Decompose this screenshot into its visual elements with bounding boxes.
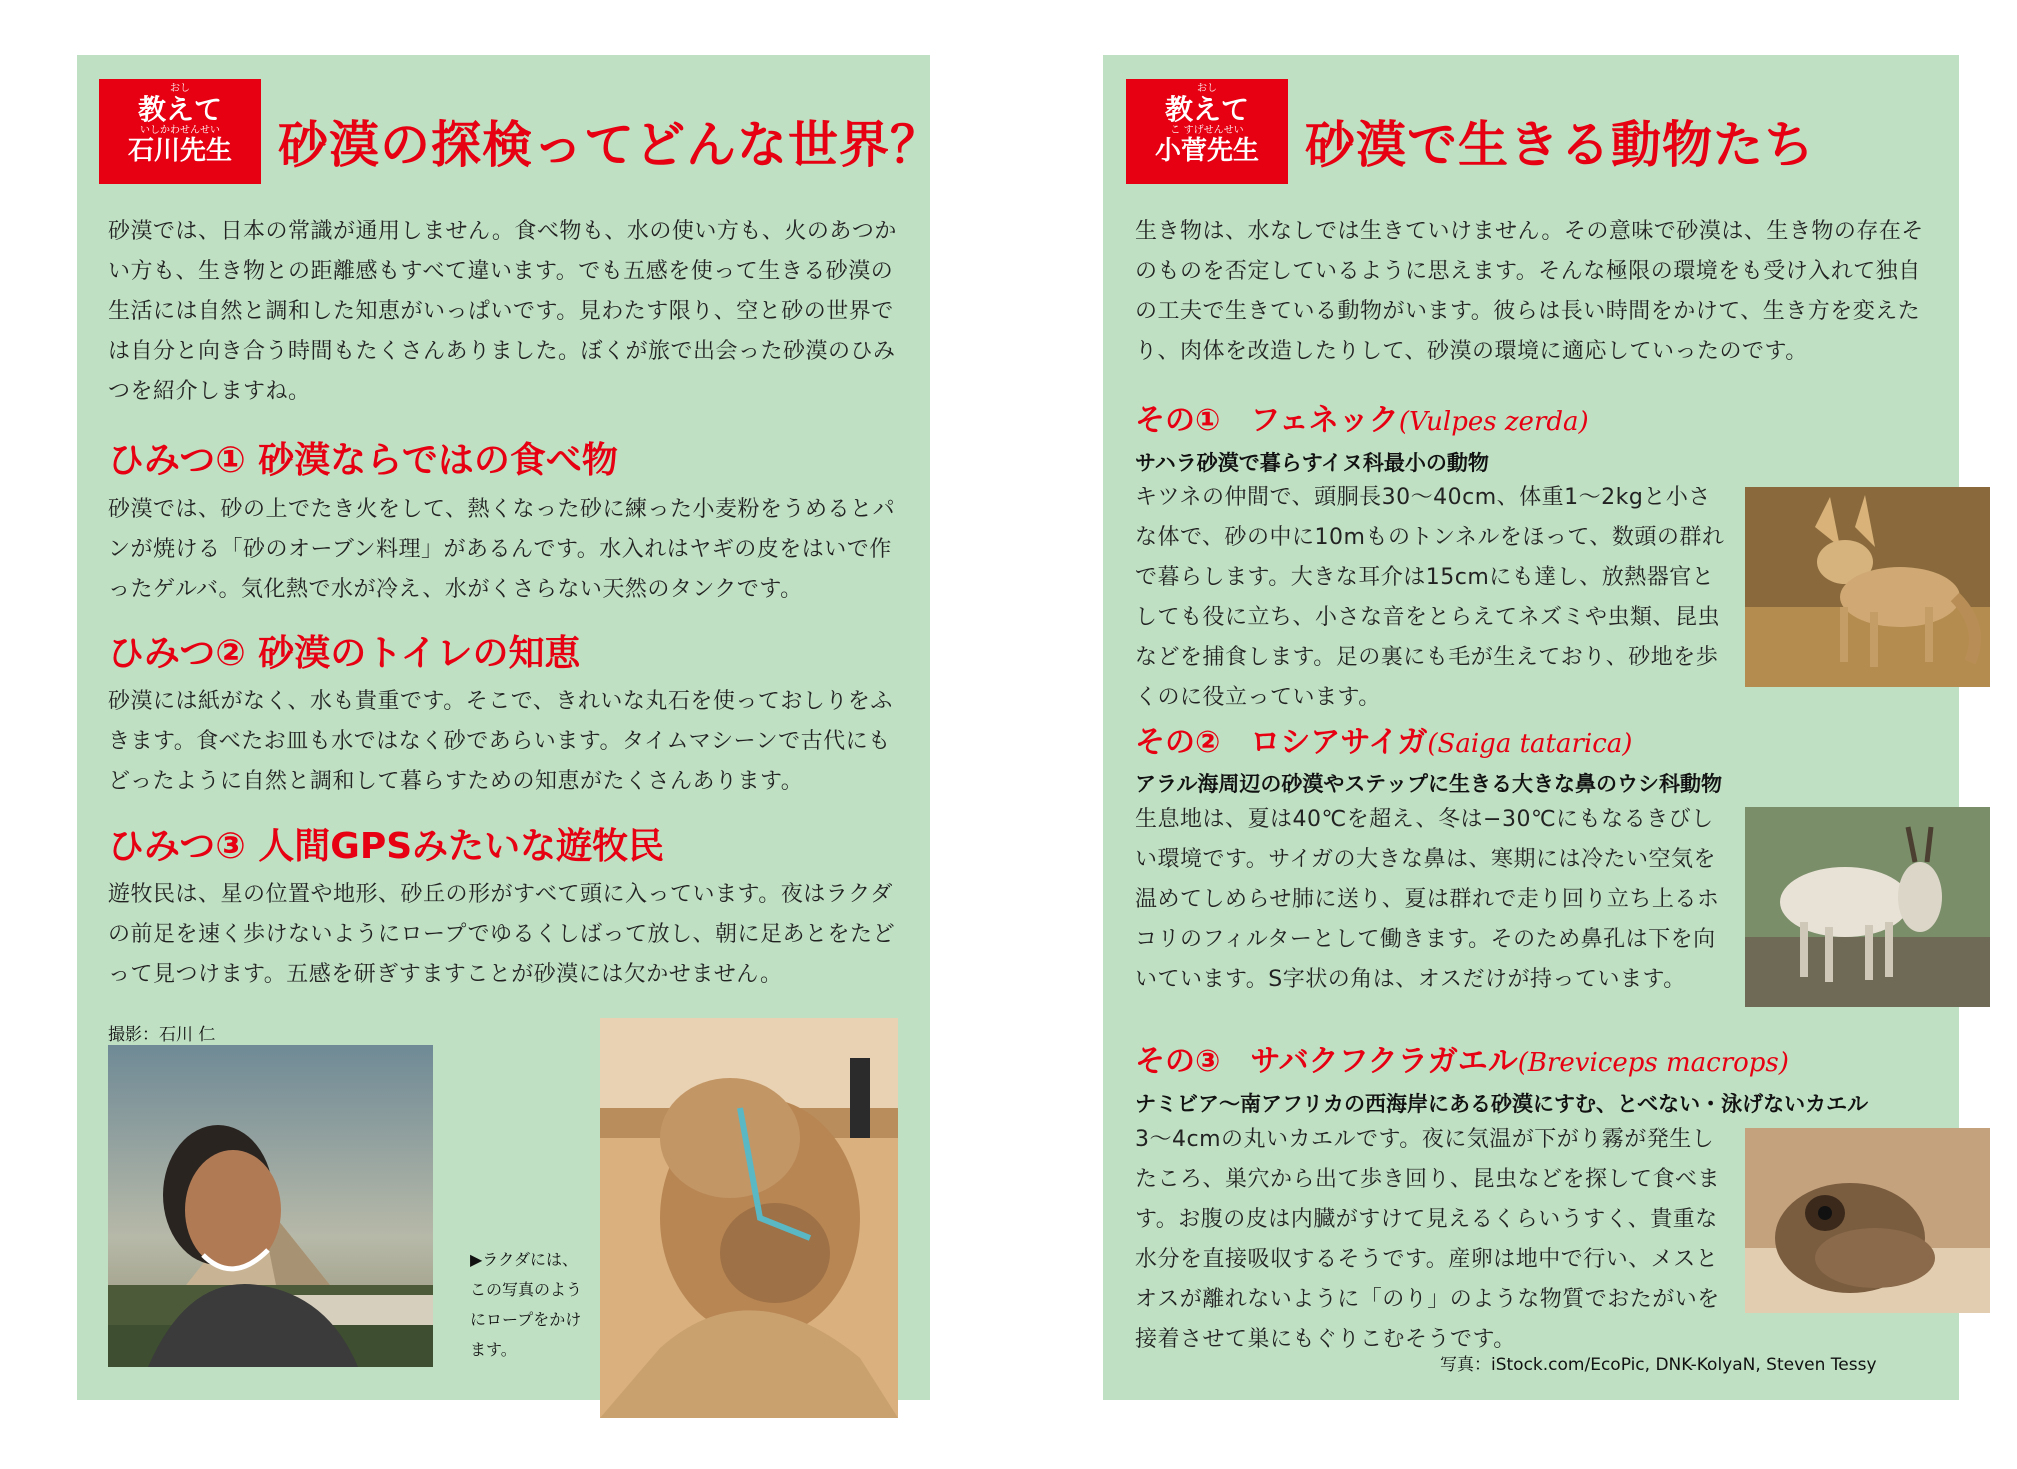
photo-fennec bbox=[1745, 487, 1990, 687]
animal-3-number: その③ bbox=[1135, 1044, 1221, 1079]
animal-3-latin: (Breviceps macrops) bbox=[1517, 1048, 1789, 1078]
badge-ruby: いしかわせんせい bbox=[140, 125, 220, 136]
intro-text-right: 生き物は、水なしでは生きていけません。その意味で砂漠は、生き物の存在そのものを否定しているように思えます。そんな極限の環境をも受け入れて独自の工夫で生きている動物がいます。彼らは長い時間をかけて、生き方を変えたり、肉体を改造したりして、砂漠の環境に適応していったのです。 bbox=[1135, 219, 1924, 364]
animal-2-subheading: アラル海周辺の砂漠やステップに生きる大きな鼻のウシ科動物 bbox=[1135, 772, 1722, 796]
intro-text-left: 砂漠では、日本の常識が通用しません。食べ物も、水の使い方も、火のあつかい方も、生き物との距離感もすべて違います。でも五感を使って生きる砂漠の生活には自然と調和した知恵がいっぱいです。見わたす限り、空と砂の世界では自分と向き合う時間もたくさんありました。ぼくが旅で出会った砂漠のひみつを紹介しますね。 bbox=[108, 219, 897, 404]
photo-credit-left: 撮影：石川 仁 bbox=[108, 1025, 216, 1045]
photo-desert-rain-frog bbox=[1745, 1128, 1990, 1313]
photo-credit-right: 写真：iStock.com/EcoPic, DNK-KolyaN, Steven Tessy bbox=[1440, 1355, 1877, 1375]
secret-2-heading: ひみつ② 砂漠のトイレの知恵 bbox=[108, 633, 581, 674]
animal-1-latin: (Vulpes zerda) bbox=[1398, 407, 1589, 437]
badge-line1: 教えて bbox=[1164, 93, 1249, 126]
secret-3-text: 遊牧民は、星の位置や地形、砂丘の形がすべて頭に入っています。夜はラクダの前足を速く歩けないようにロープでゆるくしばって放し、朝に足あとをたどって見つけます。五感を研ぎすますことが砂漠には欠かせません。 bbox=[108, 882, 896, 987]
teacher-badge-kosuge bbox=[1126, 79, 1288, 184]
badge-line2: 石川先生 bbox=[127, 136, 232, 166]
badge-line1: 教えて bbox=[137, 93, 222, 126]
animal-3-text: 3〜4cmの丸いカエルです。夜に気温が下がり霧が発生したころ、巣穴から出て歩き回り、昆虫などを探して食べます。お腹の皮は内臓がすけて見えるくらいうすく、貴重な水分を直接吸収するそうです。産卵は地中で行い、メスとオスが離れないように「のり」のような物質でおたがいを接着させて巣にもぐりこむそうです。 bbox=[1135, 1127, 1721, 1352]
animal-1-subheading: サハラ砂漠で暮らすイヌ科最小の動物 bbox=[1135, 451, 1489, 475]
animal-3-subheading: ナミビア〜南アフリカの西海岸にある砂漠にすむ、とべない・泳げないカエル bbox=[1135, 1092, 1869, 1116]
animal-1-number: その① bbox=[1135, 403, 1221, 438]
secret-3-heading: ひみつ③ 人間GPSみたいな遊牧民 bbox=[108, 826, 665, 867]
animal-2-name: ロシアサイガ bbox=[1250, 725, 1428, 760]
teacher-badge-ishikawa bbox=[99, 79, 261, 184]
badge-ruby: おし bbox=[170, 83, 190, 94]
badge-ruby: こ すげせんせい bbox=[1170, 125, 1244, 136]
badge-line2: 小菅先生 bbox=[1154, 136, 1259, 166]
animal-1-heading bbox=[1135, 395, 1589, 439]
camel-caption: ▶ラクダには、この写真のようにロープをかけます。 bbox=[470, 1250, 583, 1359]
photo-camel bbox=[600, 1018, 898, 1418]
photo-ishikawa-portrait bbox=[108, 1045, 433, 1367]
animal-2-heading bbox=[1135, 717, 1632, 761]
page-title-left: 砂漠の探検ってどんな世界？ bbox=[278, 116, 941, 174]
secret-2-text: 砂漠には紙がなく、水も貴重です。そこで、きれいな丸石を使っておしりをふきます。食べたお皿も水ではなく砂であらいます。タイムマシーンで古代にもどったように自然と調和して暮らすための知恵がたくさんあります。 bbox=[108, 689, 893, 794]
animal-1-text: キツネの仲間で、頭胴長30〜40cm、体重1〜2kgと小さな体で、砂の中に10mものトンネルをほって、数頭の群れで暮らします。大きな耳介は15cmにも達し、放熱器官としても役に立ち、小さな音をとらえてネズミや虫類、昆虫などを捕食します。足の裏にも毛が生えており、砂地を歩くのに役立っています。 bbox=[1135, 485, 1725, 710]
secret-1-heading: ひみつ① 砂漠ならではの食べ物 bbox=[108, 440, 618, 481]
animal-1-name: フェネック bbox=[1250, 403, 1399, 438]
secret-1-text: 砂漠では、砂の上でたき火をして、熱くなった砂に練った小麦粉をうめるとパンが焼ける「砂のオーブン料理」があるんです。水入れはヤギの皮をはいで作ったゲルバ。気化熱で水が冷え、水がくさらない天然のタンクです。 bbox=[108, 497, 896, 602]
badge-ruby: おし bbox=[1197, 83, 1217, 94]
animal-2-number: その② bbox=[1135, 725, 1221, 760]
animal-2-text: 生息地は、夏は40℃を超え、冬は−30℃にもなるきびしい環境です。サイガの大きな鼻は、寒期には冷たい空気を温めてしめらせ肺に送り、夏は群れで走り回り立ち上るホコリのフィルターとして働きます。そのため鼻孔は下を向いています。S字状の角は、オスだけが持っています。 bbox=[1135, 807, 1720, 992]
animal-2-latin: (Saiga tatarica) bbox=[1427, 729, 1633, 759]
photo-saiga bbox=[1745, 807, 1990, 1007]
page-title-right: 砂漠で生きる動物たち bbox=[1305, 116, 1815, 174]
animal-3-heading bbox=[1135, 1036, 1789, 1080]
animal-3-name: サバクフクラガエル bbox=[1250, 1044, 1518, 1079]
